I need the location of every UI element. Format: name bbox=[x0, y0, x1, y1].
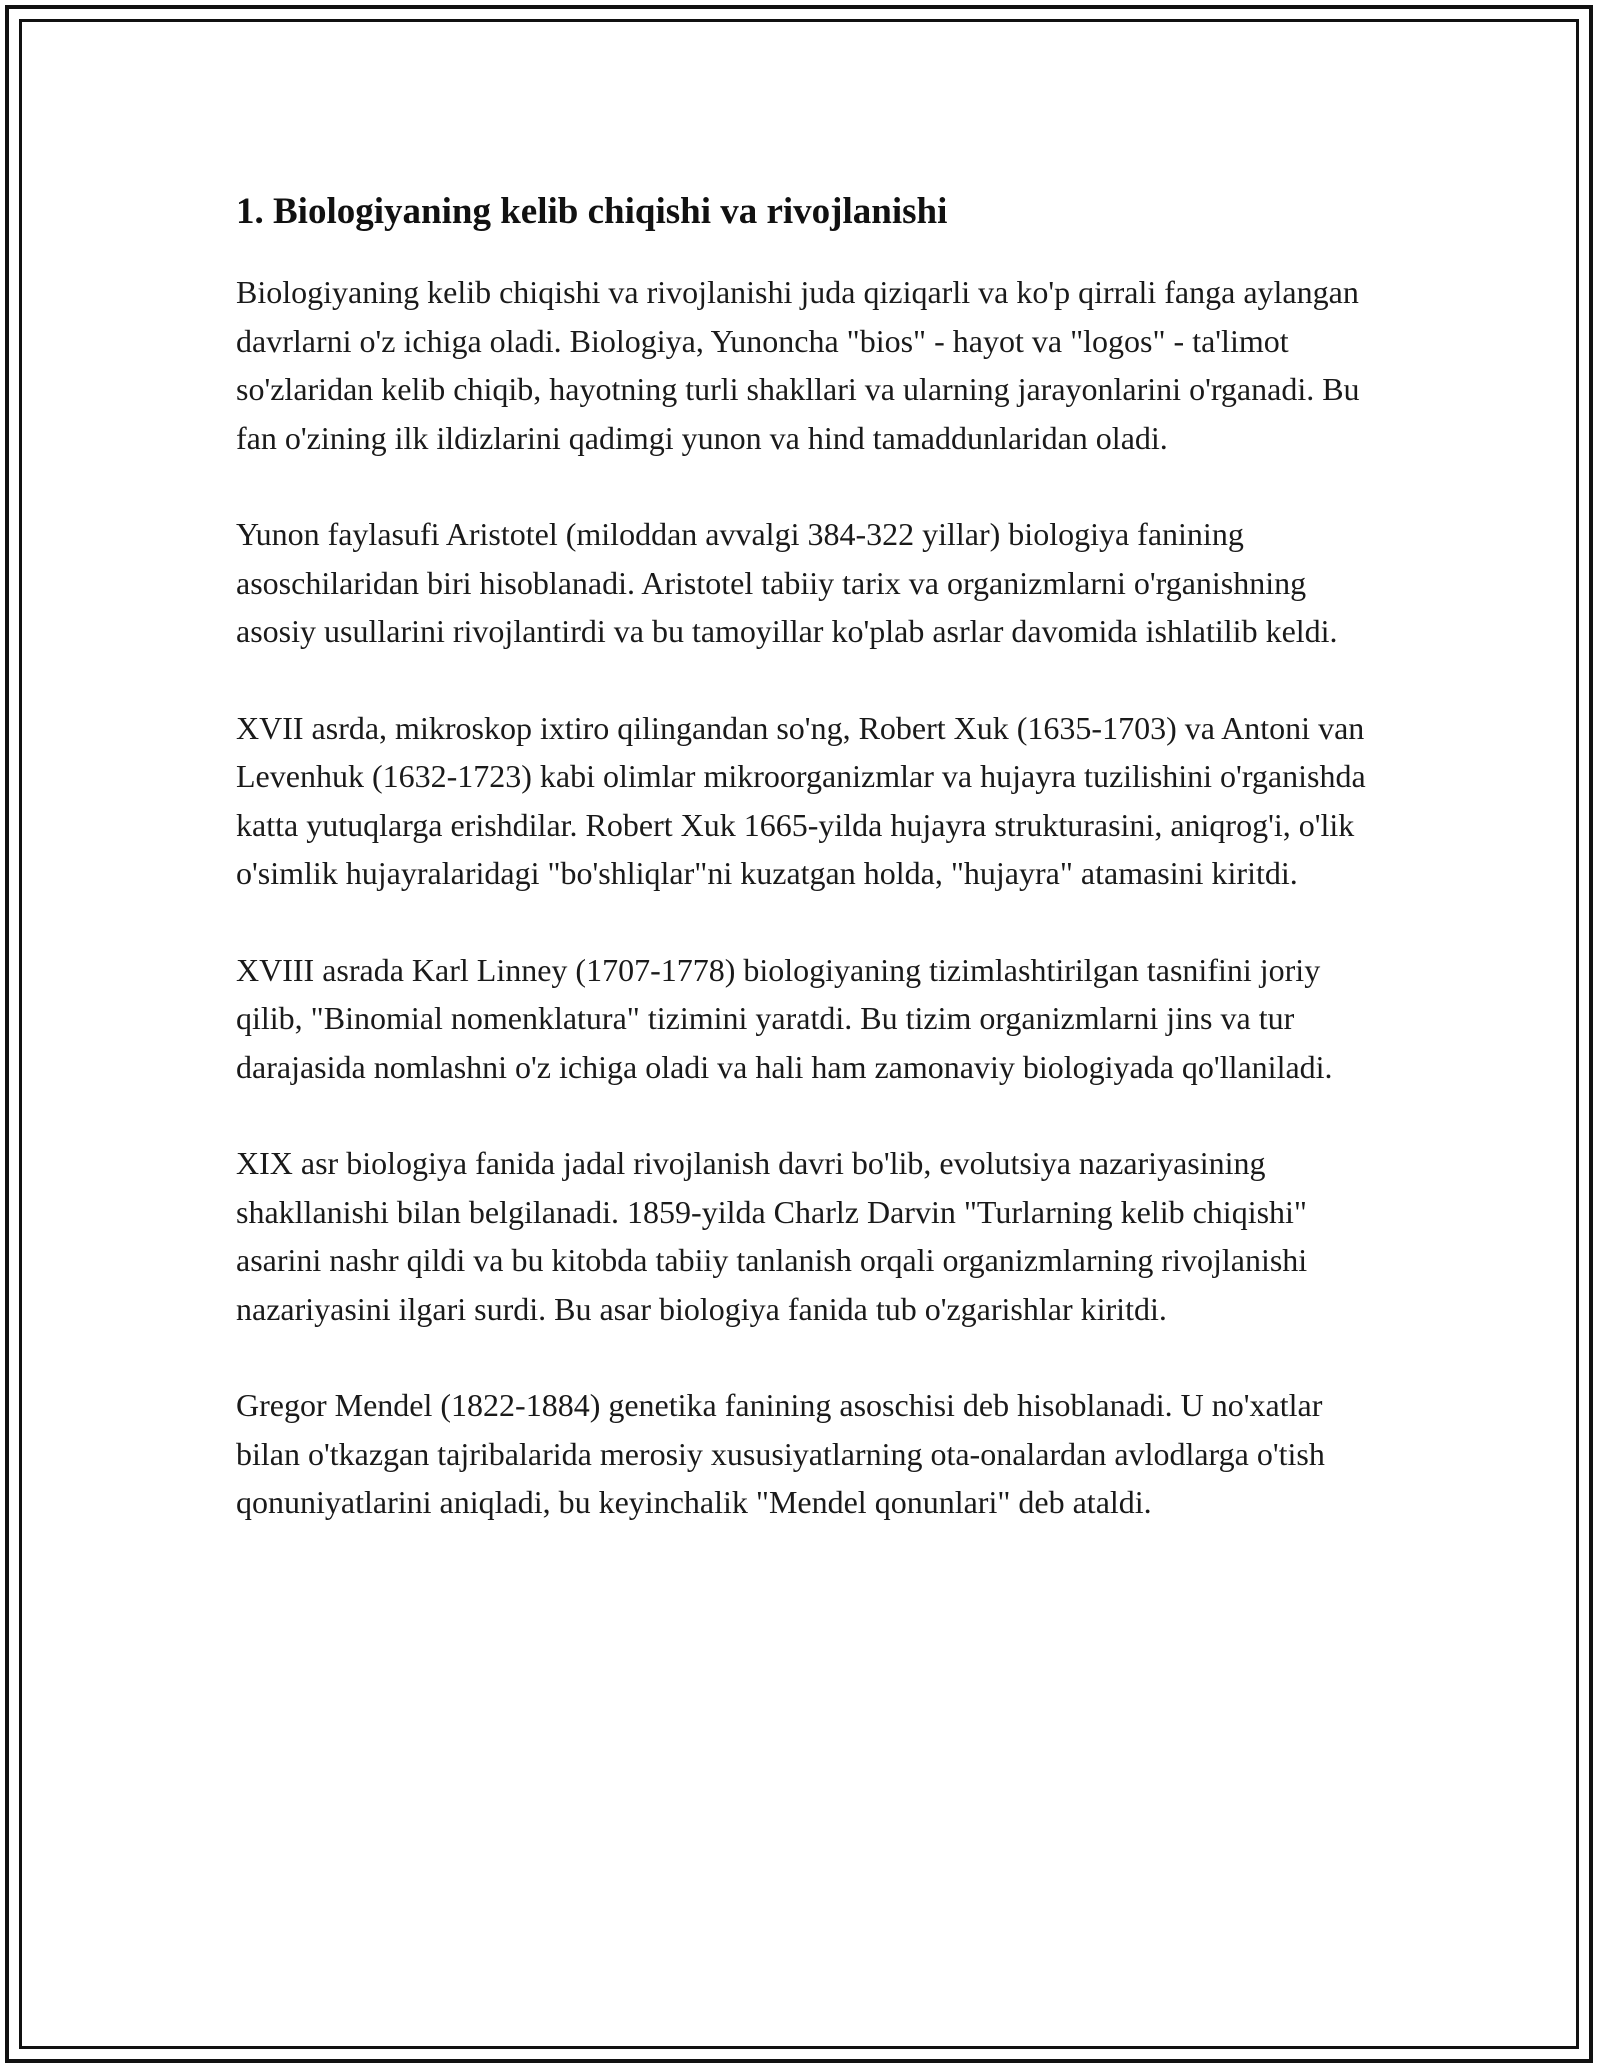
paragraph-linnaeus: XVIII asrada Karl Linney (1707-1778) biologiyaning tizimlashtirilgan tasnifini joriy qilib, "Binomial nomenklatura" tizimini yaratdi. Bu tizim organizmlarni jins va tur darajasida nomlashni o'z ichiga oladi va hali ham zamonaviy biologiyada qo'llaniladi. bbox=[236, 951, 1333, 1085]
document-body bbox=[236, 186, 1376, 1575]
paragraph-origins: Biologiyaning kelib chiqishi va rivojlanishi juda qiziqarli va ko'p qirrali fanga aylangan davrlarni o'z ichiga oladi. Biologiya, Yunoncha "bios" - hayot va "logos" - ta'limot so'zlaridan kelib chiqib, hayotning turli shakllari va ularning jarayonlarini o'rganadi. Bu fan o'zining ilk ildizlarini qadimgi yunon va hind tamaddunlaridan oladi. bbox=[236, 274, 1360, 456]
paragraph-darwin: XIX asr biologiya fanida jadal rivojlanish davri bo'lib, evolutsiya nazariyasining shakllanishi bilan belgilanadi. 1859-yilda Charlz Darvin "Turlarning kelib chiqishi" asarini nashr qildi va bu kitobda tabiiy tanlanish orqali organizmlarning rivojlanishi nazariyasini ilgari surdi. Bu asar biologiya fanida tub o'zgarishlar kiritdi. bbox=[236, 1145, 1308, 1327]
section-title: 1. Biologiyaning kelib chiqishi va rivojlanishi bbox=[236, 191, 948, 232]
paragraph-mendel: Gregor Mendel (1822-1884) genetika fanining asoschisi deb hisoblanadi. U no'xatlar bilan o'tkazgan tajribalarida merosiy xususiyatlarning ota-onalardan avlodlarga o'tish qonuniyatlarini aniqladi, bu keyinchalik "Mendel qonunlari" deb ataldi. bbox=[236, 1387, 1325, 1520]
paragraph-aristotle: Yunon faylasufi Aristotel (miloddan avvalgi 384-322 yillar) biologiya fanining asoschilaridan biri hisoblanadi. Aristotel tabiiy tarix va organizmlarni o'rganishning asosiy usullarini rivojlantirdi va bu tamoyillar ko'plab asrlar davomida ishlatilib keldi. bbox=[236, 516, 1338, 649]
paragraph-microscope: XVII asrda, mikroskop ixtiro qilingandan so'ng, Robert Xuk (1635-1703) va Antoni van Levenhuk (1632-1723) kabi olimlar mikroorganizmlar va hujayra tuzilishini o'rganishda katta yutuqlarga erishdilar. Robert Xuk 1665-yilda hujayra strukturasini, aniqrog'i, o'lik o'simlik hujayralaridagi "bo'shliqlar"ni kuzatgan holda, "hujayra" atamasini kiritdi. bbox=[236, 709, 1366, 891]
